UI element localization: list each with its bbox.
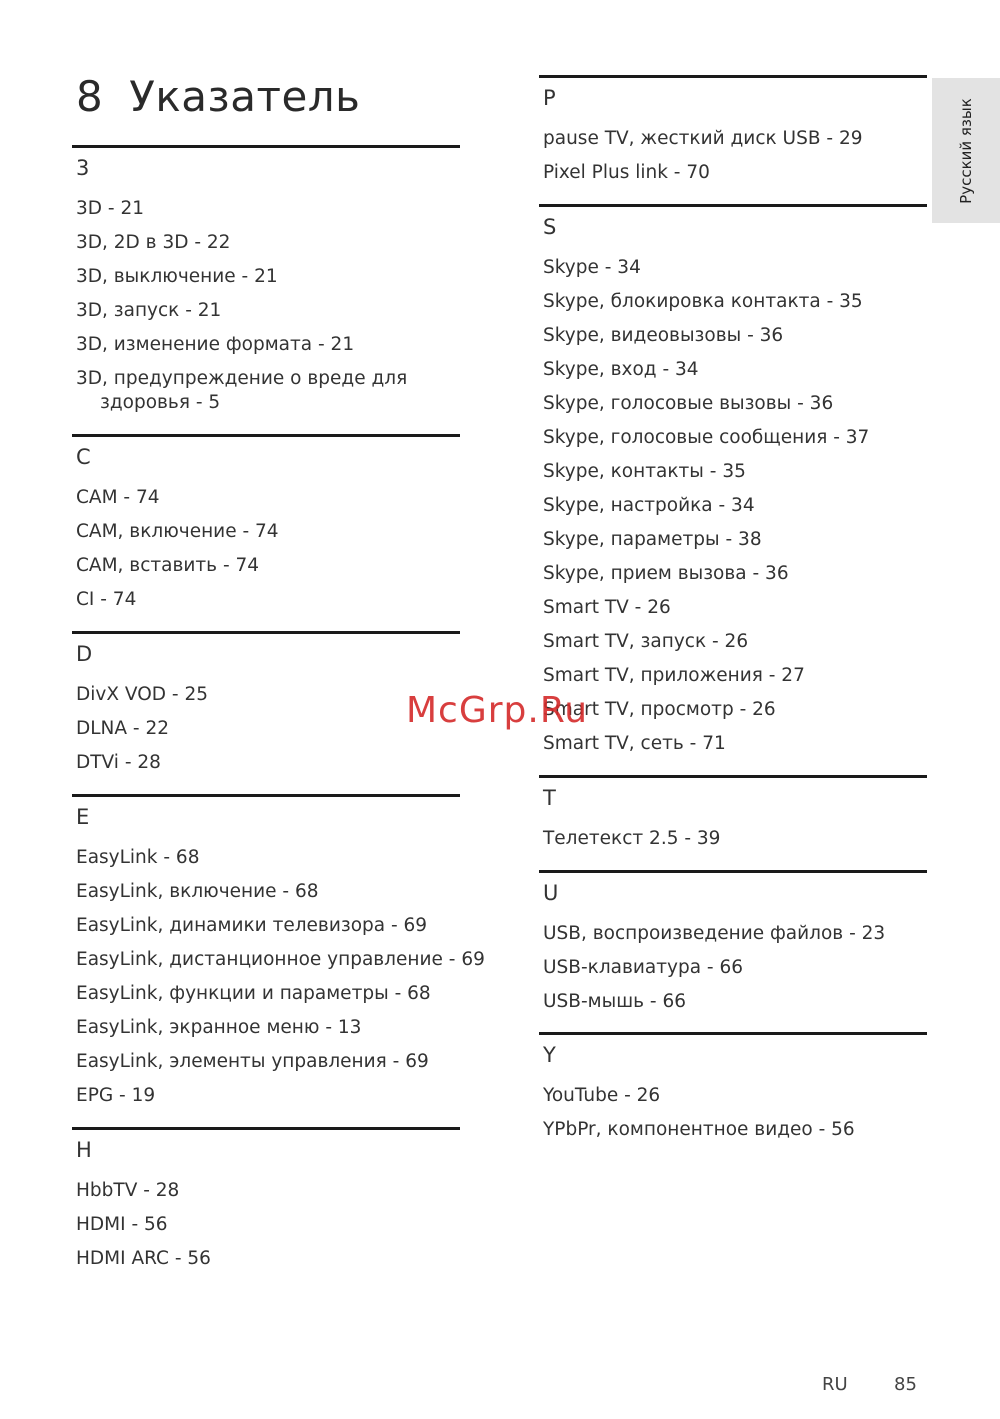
section-letter: H bbox=[76, 1138, 92, 1162]
index-entry: Skype, параметры - 38 bbox=[543, 529, 762, 550]
index-entry: EasyLink, элементы управления - 69 bbox=[76, 1051, 429, 1072]
index-entry: Skype, видеовызовы - 36 bbox=[543, 325, 784, 346]
index-entry: 3D, запуск - 21 bbox=[76, 300, 222, 321]
index-section-c bbox=[72, 434, 460, 622]
section-divider bbox=[72, 1127, 460, 1130]
page-title bbox=[76, 72, 360, 121]
index-entry: EasyLink, функции и параметры - 68 bbox=[76, 983, 431, 1004]
index-section-h bbox=[72, 1127, 460, 1281]
section-divider bbox=[539, 775, 927, 778]
index-section-y bbox=[539, 1032, 927, 1152]
index-entries bbox=[543, 256, 927, 756]
index-entry: Skype, прием вызова - 36 bbox=[543, 563, 789, 584]
index-entry: EPG - 19 bbox=[76, 1085, 156, 1106]
index-entry: 3D, выключение - 21 bbox=[76, 266, 278, 287]
index-entry: Skype, настройка - 34 bbox=[543, 495, 755, 516]
language-tab bbox=[932, 78, 1000, 223]
index-entry: Skype - 34 bbox=[543, 257, 641, 278]
section-letter: C bbox=[76, 445, 91, 469]
index-entry: Smart TV, приложения - 27 bbox=[543, 665, 805, 686]
index-entry: Skype, блокировка контакта - 35 bbox=[543, 291, 863, 312]
index-entry: EasyLink, включение - 68 bbox=[76, 881, 319, 902]
section-divider bbox=[539, 75, 927, 78]
index-entries bbox=[76, 683, 460, 775]
section-divider bbox=[539, 204, 927, 207]
index-entries bbox=[543, 827, 927, 851]
section-divider bbox=[539, 870, 927, 873]
index-entry: CAM, включение - 74 bbox=[76, 521, 279, 542]
index-entries bbox=[76, 486, 460, 612]
page-number: 85 bbox=[894, 1374, 917, 1395]
section-letter: U bbox=[543, 881, 559, 905]
index-section-3 bbox=[72, 145, 460, 425]
section-divider bbox=[539, 1032, 927, 1035]
index-entry: DivX VOD - 25 bbox=[76, 684, 209, 705]
index-entry: Smart TV, просмотр - 26 bbox=[543, 699, 776, 720]
index-entry: DLNA - 22 bbox=[76, 718, 170, 739]
chapter-title: Указатель bbox=[129, 72, 361, 121]
index-entry: Smart TV, запуск - 26 bbox=[543, 631, 749, 652]
section-divider bbox=[72, 631, 460, 634]
section-letter: E bbox=[76, 805, 90, 829]
section-letter: S bbox=[543, 215, 557, 239]
index-entry: EasyLink, динамики телевизора - 69 bbox=[76, 915, 428, 936]
index-entry: 3D - 21 bbox=[76, 198, 144, 219]
index-entry: 3D, изменение формата - 21 bbox=[76, 334, 355, 355]
section-letter: P bbox=[543, 86, 556, 110]
index-entry: YPbPr, компонентное видео - 56 bbox=[543, 1119, 855, 1140]
footer-language: RU bbox=[822, 1374, 848, 1395]
index-entry: Smart TV, сеть - 71 bbox=[543, 733, 726, 754]
index-entry: Skype, голосовые сообщения - 37 bbox=[543, 427, 870, 448]
index-entry bbox=[76, 367, 460, 415]
section-divider bbox=[72, 434, 460, 437]
index-entry: 3D, 2D в 3D - 22 bbox=[76, 232, 231, 253]
index-entry: Skype, контакты - 35 bbox=[543, 461, 746, 482]
section-letter: Y bbox=[543, 1043, 556, 1067]
index-entry: USB, воспроизведение файлов - 23 bbox=[543, 923, 886, 944]
index-entry: Skype, голосовые вызовы - 36 bbox=[543, 393, 834, 414]
index-entry: USB-мышь - 66 bbox=[543, 991, 687, 1012]
index-section-u bbox=[539, 870, 927, 1024]
index-entries bbox=[76, 846, 485, 1108]
index-entry: YouTube - 26 bbox=[543, 1085, 661, 1106]
index-entry: Smart TV - 26 bbox=[543, 597, 671, 618]
index-entry: HbbTV - 28 bbox=[76, 1180, 180, 1201]
index-entries bbox=[543, 127, 927, 185]
index-section-t bbox=[539, 775, 927, 861]
index-section-s bbox=[539, 204, 927, 766]
index-entry: HDMI ARC - 56 bbox=[76, 1248, 211, 1269]
section-divider bbox=[72, 794, 460, 797]
index-entry: pause TV, жесткий диск USB - 29 bbox=[543, 128, 863, 149]
section-divider bbox=[72, 145, 460, 148]
index-entries bbox=[543, 1084, 927, 1142]
index-entry: DTVi - 28 bbox=[76, 752, 161, 773]
index-section-e bbox=[72, 794, 485, 1118]
index-entries bbox=[76, 197, 460, 415]
index-section-d bbox=[72, 631, 460, 785]
index-entry: EasyLink, дистанционное управление - 69 bbox=[76, 949, 485, 970]
index-entry: EasyLink - 68 bbox=[76, 847, 200, 868]
index-entry: CI - 74 bbox=[76, 589, 137, 610]
index-entry: Телетекст 2.5 - 39 bbox=[543, 828, 721, 849]
index-section-p bbox=[539, 75, 927, 195]
index-entry: Skype, вход - 34 bbox=[543, 359, 699, 380]
index-entry: USB-клавиатура - 66 bbox=[543, 957, 744, 978]
index-entries bbox=[543, 922, 927, 1014]
index-entries bbox=[76, 1179, 460, 1271]
index-entry: EasyLink, экранное меню - 13 bbox=[76, 1017, 362, 1038]
section-letter: T bbox=[543, 786, 556, 810]
index-entry-line2: здоровья - 5 bbox=[100, 392, 221, 413]
section-letter: D bbox=[76, 642, 93, 666]
index-entry: Pixel Plus link - 70 bbox=[543, 162, 710, 183]
index-entry-line1: 3D, предупреждение о вреде для bbox=[76, 368, 408, 389]
language-tab-label: Русский язык bbox=[957, 97, 975, 204]
index-entry: HDMI - 56 bbox=[76, 1214, 168, 1235]
watermark: McGrp.Ru bbox=[406, 690, 589, 731]
index-entry: CAM - 74 bbox=[76, 487, 160, 508]
chapter-number: 8 bbox=[76, 72, 104, 121]
section-letter: 3 bbox=[76, 156, 90, 180]
index-entry: CAM, вставить - 74 bbox=[76, 555, 260, 576]
